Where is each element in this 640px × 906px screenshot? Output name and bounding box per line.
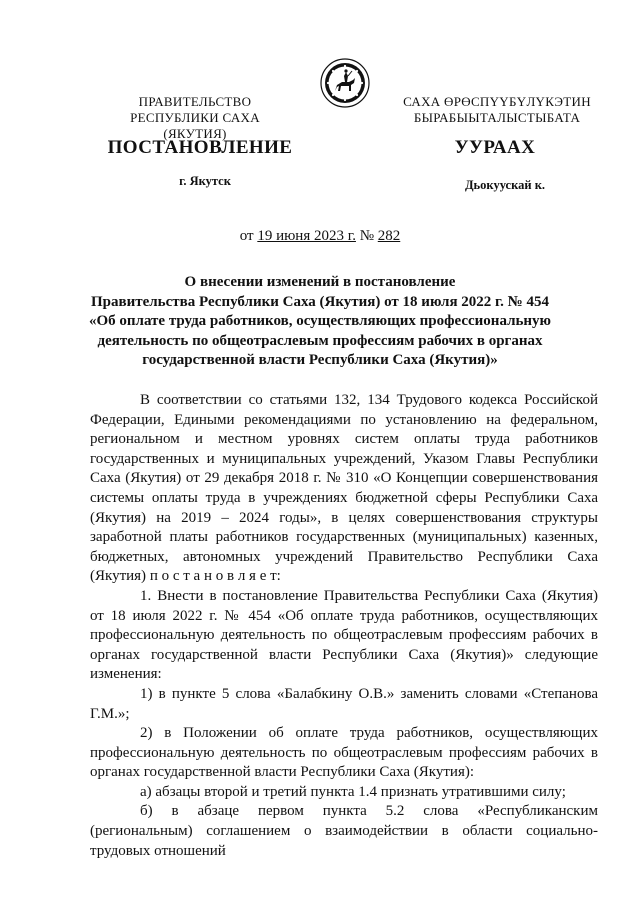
title-line: деятельность по общеотраслевым профессиям рабочих в органах (97, 332, 543, 349)
subitem-1-paragraph: 1) в пункте 5 слова «Балабкину О.В.» заменить словами «Степанова Г.М.»; (90, 685, 598, 722)
subitem-b-paragraph: б) в абзаце первом пункта 5.2 слова «Республиканским (региональным) соглашением о взаимодействии в области социально-трудовых отношений (90, 803, 598, 859)
decree-word: п о с т а н о в л я е т: (149, 568, 281, 585)
doc-type-sakha: УУРААХ (454, 137, 536, 158)
title-line: государственной власти Республики Саха (Якутия)» (142, 352, 498, 368)
title-line: О внесении изменений в постановление (184, 274, 456, 290)
header-right-line2: БЫРАБЫЫТАЛЫСТЫБАТА (413, 110, 581, 125)
coat-of-arms-emblem (320, 58, 370, 108)
item-1-paragraph: 1. Внести в постановление Правительства Республики Саха (Якутия) от 18 июля 2022 г. № 454 «Об оплате труда работников, осуществляющих профессиональную деятельность по общеотраслевым профессиям рабочих в органах государственной власти Республики Саха (Якутия)» следующие изменения: (90, 587, 598, 683)
subitem-a-paragraph: а) абзацы второй и третий пункта 1.4 признать утратившими силу; (140, 783, 566, 800)
header-left-line1: ПРАВИТЕЛЬСТВО (138, 94, 252, 109)
city-ru: г. Якутск (179, 174, 231, 188)
header-left-line2: РЕСПУБЛИКИ САХА (ЯКУТИЯ) (130, 110, 260, 141)
header-left (100, 94, 290, 142)
preamble-paragraph (90, 391, 598, 587)
header-right (392, 94, 602, 126)
doc-type-ru: ПОСТАНОВЛЕНИЕ (107, 137, 293, 158)
header-right-line1: САХА ӨРӨСПҮҮБҮЛҮКЭТИН (403, 94, 591, 109)
date-line (170, 228, 470, 245)
title-line: Правительства Республики Саха (Якутия) от 18 июля 2022 г. № 454 (90, 293, 550, 310)
subitem-2-paragraph: 2) в Положении об оплате труда работников, осуществляющих профессиональную деятельность по общеотраслевым профессиям рабочих в органах государственной власти Республики Саха (Якутия): (90, 725, 598, 781)
number-sign: № (359, 228, 375, 244)
city-sakha: Дьокуускай к. (464, 178, 546, 192)
document-number: 282 (377, 228, 401, 244)
date-prefix: от (239, 228, 254, 244)
title-line: «Об оплате труда работников, осуществляющих профессиональную (88, 313, 552, 329)
document-date: 19 июня 2023 г. (257, 228, 356, 244)
document-title (80, 273, 560, 371)
document-body (90, 391, 598, 861)
preamble-text: В соответствии со статьями 132, 134 Трудового кодекса Российской Федерации, Едиными рекомендациями по установлению на федеральном, региональном и местном уровнях систем оплаты труда работников государственных и муниципальных учреждений, Указом Главы Республики Саха (Якутия) от 29 декабря 2018 г. № 310 «О Концепции совершенствования системы оплаты труда в учреждениях бюджетной сферы Республики Саха (Якутия) на 2019 – 2024 годы», в целях совершенствования структуры заработной платы работников государственных (муниципальных) казенных, бюджетных, автономных учреждений Правительство Республики Саха (Якутия) (90, 392, 598, 585)
